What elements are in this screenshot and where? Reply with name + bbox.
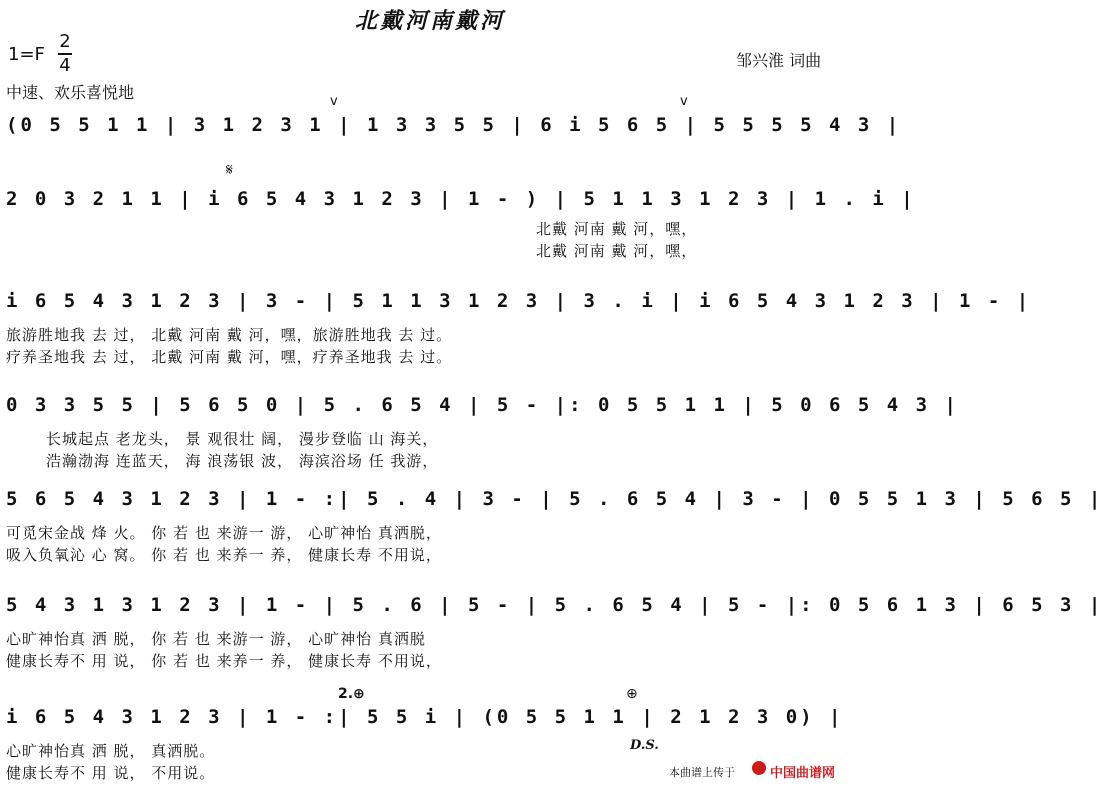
lyrics-row-5-verse-2: 健康长寿不 用 说， 你 若 也 来养一 养， 健康长寿 不用说， bbox=[6, 652, 442, 670]
composer-credit: 邹兴淮 词曲 bbox=[736, 51, 822, 70]
notation-row-2: 2 0 3 2 1 1 | i 6 5 4 3 1 2 3 | 1 - ) | 5 1 1 3 1 2 3 | 1 . i | bbox=[6, 188, 916, 210]
lyrics-row-4-verse-2: 吸入负氧沁 心 窝。 你 若 也 来养一 养， 健康长寿 不用说， bbox=[6, 546, 442, 564]
lyrics-row-3-verse-2: 浩瀚渤海 连蓝天， 海 浪荡银 波， 海滨浴场 任 我游， bbox=[46, 452, 439, 470]
time-signature-bottom: 4 bbox=[59, 55, 71, 76]
time-signature-top: 2 bbox=[59, 31, 71, 52]
notation-row-4: 0 3 3 5 5 | 5 6 5 0 | 5 . 6 5 4 | 5 - |: 0 5 5 1 1 | 5 0 6 5 4 3 | bbox=[6, 394, 959, 416]
breath-mark: v bbox=[330, 94, 338, 109]
notation-row-6: 5 4 3 1 3 1 2 3 | 1 - | 5 . 6 | 5 - | 5 . 6 5 4 | 5 - |: 0 5 6 1 3 | 6 5 3 | bbox=[6, 594, 1103, 616]
upload-credit: 本曲谱上传于 bbox=[669, 766, 735, 779]
notation-row-3: i 6 5 4 3 1 2 3 | 3 - | 5 1 1 3 1 2 3 | 3 . i | i 6 5 4 3 1 2 3 | 1 - | bbox=[6, 290, 1032, 312]
lyrics-row-2-verse-1: 旅游胜地我 去 过， 北戴 河南 戴 河，嘿，旅游胜地我 去 过。 bbox=[6, 326, 453, 344]
lyrics-row-3-verse-1: 长城起点 老龙头， 景 观很壮 阔， 漫步登临 山 海关， bbox=[46, 430, 439, 448]
notation-row-1: (0 5 5 1 1 | 3 1 2 3 1 | 1 3 3 5 5 | 6 i 5 6 5 | 5 5 5 5 4 3 | bbox=[6, 114, 902, 136]
lyrics-row-1-verse-2: 北戴 河南 戴 河，嘿， bbox=[536, 242, 698, 260]
lyrics-row-5-verse-1: 心旷神怡真 洒 脱， 你 若 也 来游一 游， 心旷神怡 真洒脱 bbox=[6, 630, 426, 648]
lyrics-row-4-verse-1: 可觅宋金战 烽 火。 你 若 也 来游一 游， 心旷神怡 真洒脱， bbox=[6, 524, 442, 542]
dal-segno-marking: D.S. bbox=[630, 738, 659, 753]
segno-sign: 𝄋 bbox=[226, 160, 233, 179]
lyrics-row-6-verse-2: 健康长寿不 用 说， 不用说。 bbox=[6, 764, 216, 782]
time-signature bbox=[58, 32, 72, 76]
breath-mark-2: v bbox=[680, 94, 688, 109]
lyrics-row-6-verse-1: 心旷神怡真 洒 脱， 真洒脱。 bbox=[6, 742, 216, 760]
site-logo-text[interactable]: 中国曲谱网 bbox=[770, 766, 836, 781]
lyrics-row-2-verse-2: 疗养圣地我 去 过， 北戴 河南 戴 河，嘿，疗养圣地我 去 过。 bbox=[6, 348, 453, 366]
key-signature: 1=F bbox=[8, 44, 45, 65]
notation-row-5: 5 6 5 4 3 1 2 3 | 1 - :| 5 . 4 | 3 - | 5 . 6 5 4 | 3 - | 0 5 5 1 3 | 5 6 5 | bbox=[6, 488, 1103, 510]
song-title: 北戴河南戴河 bbox=[354, 8, 505, 34]
site-logo-icon bbox=[752, 761, 766, 775]
notation-row-7: i 6 5 4 3 1 2 3 | 1 - :| 5 5 i | (0 5 5 1 1 | 2 1 2 3 0) | bbox=[6, 706, 844, 728]
lyrics-row-1-verse-1: 北戴 河南 戴 河，嘿， bbox=[536, 220, 698, 238]
ending-2-marker: 2.⊕ bbox=[338, 686, 365, 702]
coda-sign: ⊕ bbox=[626, 686, 638, 702]
tempo-marking: 中速、欢乐喜悦地 bbox=[6, 83, 135, 102]
